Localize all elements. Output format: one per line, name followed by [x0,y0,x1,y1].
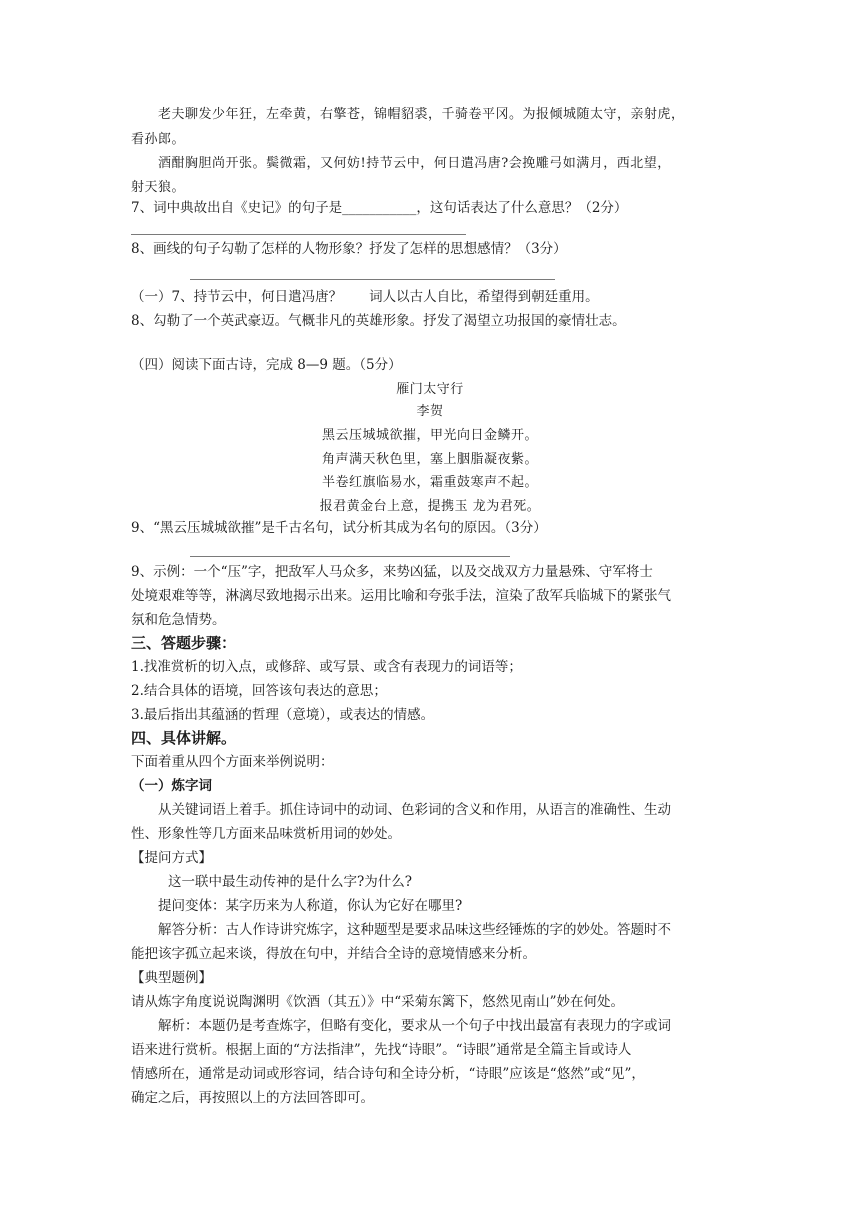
step-item: 2.结合具体的语境，回答该句表达的意思； [131,683,387,699]
answer-8: 8、勾勒了一个英武豪迈。气概非凡的英雄形象。抒发了渴望立功报国的豪情壮志。 [131,313,626,329]
ask-label: 【提问方式】 [131,850,212,866]
ask-analysis-line: 解答分析：古人作诗讲究炼字，这种题型是要求品味这些经锤炼的字的妙处。答题时不 [158,922,671,938]
answer-9-line: 处境艰难等等，淋漓尽致地揭示出来。运用比喻和夸张手法，渲染了敌军兵临城下的紧张气 [131,588,671,604]
ask-analysis-line: 能把该字孤立起来谈，得放在句中，并结合全诗的意境情感来分析。 [131,946,536,962]
example-analysis-line: 确定之后，再按照以上的方法回答即可。 [131,1090,374,1106]
heading-steps: 三、答题步骤： [131,634,237,652]
paragraph-line: 从关键词语上着手。抓住诗词中的动词、色彩词的含义和作用，从语言的准确性、生动 [158,802,671,818]
example-analysis-line: 情感所在，通常是动词或形容词，结合诗句和全诗分析，“诗眼”应该是“悠然”或“见”， [131,1066,645,1082]
answer-line-8 [190,279,555,280]
poem2-line: 半卷红旗临易水，霜重鼓寒声不起。 [321,475,538,490]
question-9: 9、“黑云压城城欲摧”是千古名句，试分析其成为名句的原因。（3分） [131,520,547,536]
intro-text: 下面着重从四个方面来举例说明： [131,754,334,770]
example-analysis-line: 语来进行赏析。根据上面的“方法指津”，先找“诗眼”。“诗眼”通常是全篇主旨或诗人 [131,1042,632,1058]
ask-variant: 提问变体：某字历来为人称道，你认为它好在哪里? [158,898,463,914]
answer-9-line: 氛和危急情势。 [131,612,226,628]
poem1-line1: 老夫聊发少年狂，左牵黄，右擎苍，锦帽貂裘，千骑卷平冈。为报倾城随太守，亲射虎， [158,107,685,122]
poem1-line3: 酒酣胸胆尚开张。鬓微霜，又何妨!持节云中，何日遣冯唐?会挽雕弓如满月，西北望， [158,156,671,171]
poem2-line: 报君黄金台上意，提携玉 龙为君死。 [319,499,541,514]
poem2-title: 雁门太守行 [396,382,464,397]
question-8: 8、画线的句子勾勒了怎样的人物形象？抒发了怎样的思想感情？（3分） [131,241,567,257]
ask-question: 这一联中最生动传神的是什么字?为什么? [168,874,412,890]
poem2-author: 李贺 [416,404,444,419]
subheading-word-refining: （一）炼字词 [131,778,212,794]
example-label: 【典型题例】 [131,970,212,986]
answer-9-line: 9、示例：一个“压”字，把敌军人马众多，来势凶猛，以及交战双方力量悬殊、守军将士 [131,564,653,580]
answer-7: （一）7、持节云中，何日遣冯唐？ 词人以古人自比，希望得到朝廷重用。 [131,289,599,305]
poem1-line2: 看孙郎。 [131,132,186,147]
answer-line-9 [190,556,510,557]
section-4-intro: （四）阅读下面古诗，完成 8—9 题。（5分） [131,357,402,373]
step-item: 3.最后指出其蕴涵的哲理（意境），或表达的情感。 [131,707,435,723]
poem2-line: 黑云压城城欲摧，甲光向日金鳞开。 [321,428,538,443]
question-7: 7、词中典故出自《史记》的句子是___________，这句话表达了什么意思？（2分） [131,200,628,216]
example-analysis-line: 解析：本题仍是考查炼字，但略有变化，要求从一个句子中找出最富有表现力的字或词 [158,1018,671,1034]
heading-explanation: 四、具体讲解。 [131,729,237,747]
paragraph-line: 性、形象性等几方面来品味赏析用词的妙处。 [131,826,401,842]
poem1-line4: 射天狼。 [131,180,186,195]
step-item: 1.找准赏析的切入点，或修辞、或写景、或含有表现力的词语等； [131,659,522,675]
answer-line-7 [131,234,466,235]
example-question: 请从炼字角度说说陶渊明《饮酒（其五）》中“采菊东篱下，悠然见南山”妙在何处。 [131,994,625,1010]
poem2-line: 角声满天秋色里，塞上胭脂凝夜紫。 [321,452,538,467]
